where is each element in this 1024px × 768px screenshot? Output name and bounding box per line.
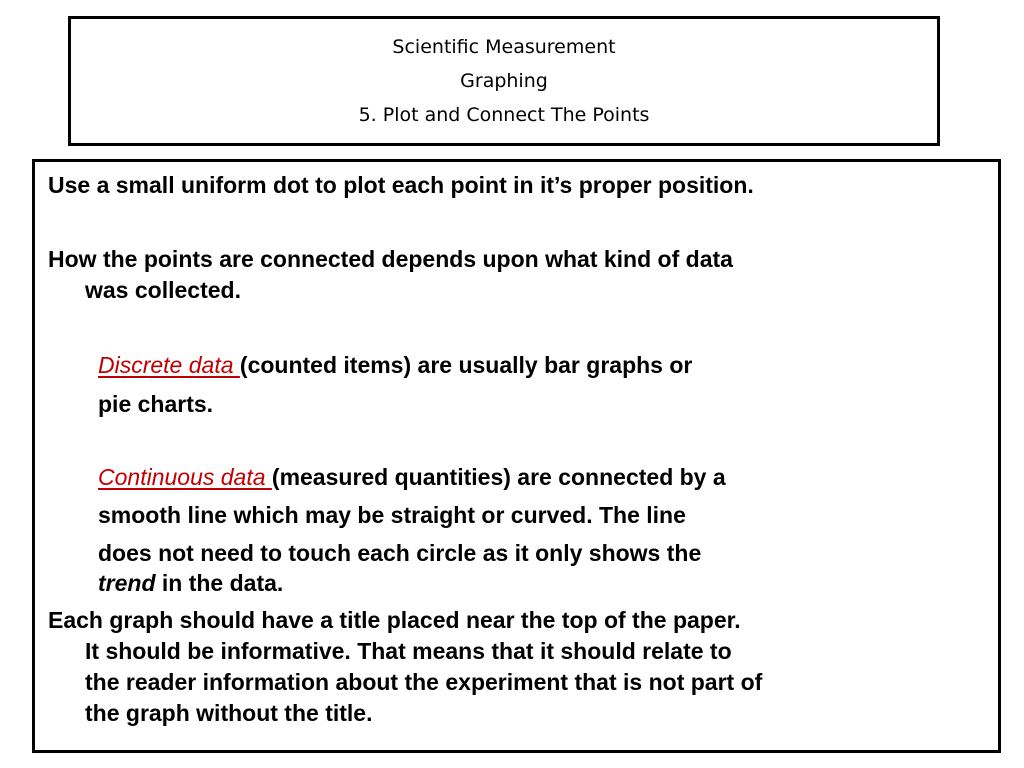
title-line-1: Scientific Measurement bbox=[392, 36, 616, 58]
content-box bbox=[32, 159, 1001, 753]
paragraph-title-line-3: the reader information about the experiment that is not part of bbox=[85, 669, 763, 695]
continuous-data-line-1 bbox=[98, 462, 726, 493]
continuous-data-line-3: does not need to touch each circle as it only shows the bbox=[98, 540, 702, 566]
trend-desc: in the data. bbox=[155, 570, 284, 596]
trend-term: trend bbox=[98, 570, 156, 596]
paragraph-plot-points: Use a small uniform dot to plot each point in it’s proper position. bbox=[48, 172, 754, 198]
title-line-3: 5. Plot and Connect The Points bbox=[358, 104, 650, 126]
paragraph-title-line-2: It should be informative. That means that it should relate to bbox=[85, 638, 732, 664]
paragraph-title-line-1: Each graph should have a title placed near the top of the paper. bbox=[48, 607, 741, 633]
paragraph-connection-line-1: How the points are connected depends upon what kind of data bbox=[48, 246, 733, 272]
discrete-data-desc: (counted items) are usually bar graphs or bbox=[239, 352, 693, 378]
continuous-data-line-4 bbox=[98, 568, 283, 599]
title-box bbox=[68, 16, 940, 146]
continuous-data-line-2: smooth line which may be straight or curved. The line bbox=[98, 502, 686, 528]
discrete-data-line-1 bbox=[98, 350, 692, 381]
title-line-2: Graphing bbox=[460, 70, 548, 92]
continuous-data-term: Continuous data bbox=[98, 464, 272, 490]
discrete-data-line-2: pie charts. bbox=[98, 391, 214, 417]
continuous-data-desc: (measured quantities) are connected by a bbox=[271, 464, 726, 490]
discrete-data-term: Discrete data bbox=[98, 352, 240, 378]
paragraph-title-line-4: the graph without the title. bbox=[85, 700, 373, 726]
paragraph-connection-line-2: was collected. bbox=[85, 277, 241, 303]
